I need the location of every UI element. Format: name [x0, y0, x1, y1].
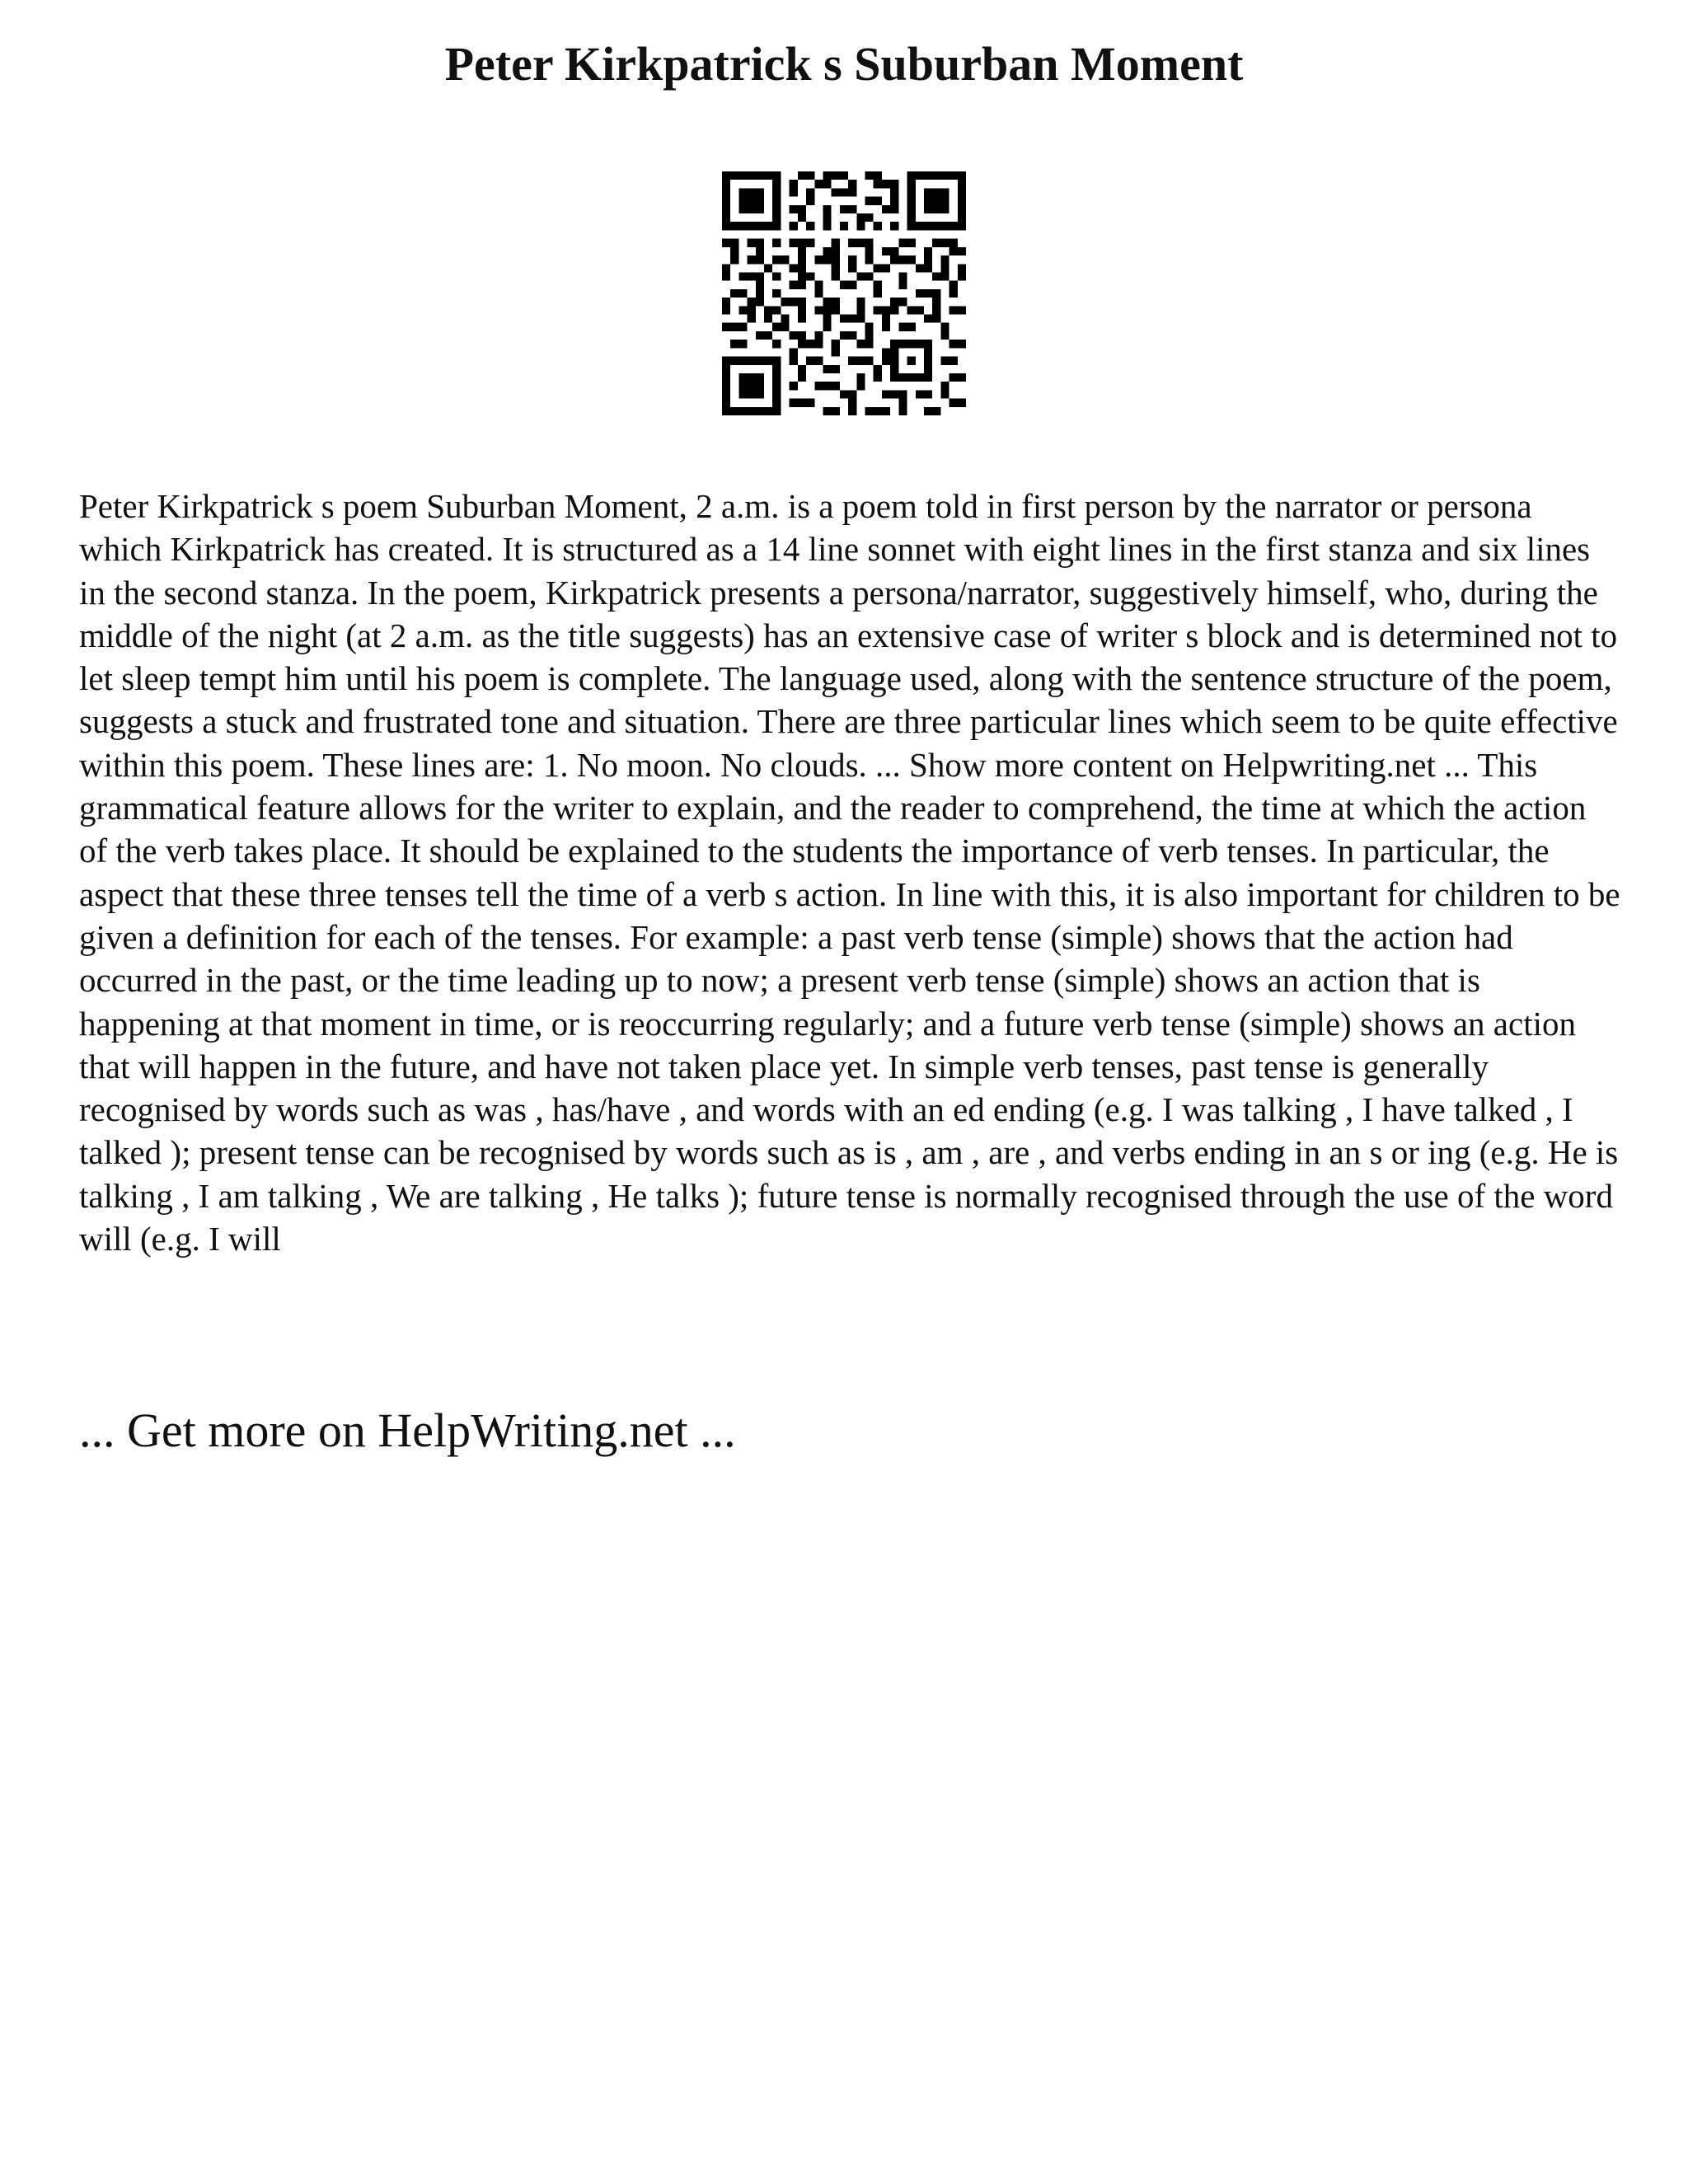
- article-body: Peter Kirkpatrick s poem Suburban Moment, 2 a.m. is a poem told in first person by the narrator or persona which Kirkpatrick has created. It is structured as a 14 line sonnet with eight lines in the first stanza and six lines in the second stanza. In the poem, Kirkpatrick presents a persona/narrator, suggestively himself, who, during the middle of the night (at 2 a.m. as the title suggests) has an extensive case of writer s block and is determined not to let sleep tempt him until his poem is complete. The language used, along with the sentence structure of the poem, suggests a stuck and frustrated tone and situation. There are three particular lines which seem to be quite effective within this poem. These lines are: 1. No moon. No clouds. ... Show more content on Helpwriting.net ... This grammatical feature allows for the writer to explain, and the reader to comprehend, the time at which the action of the verb takes place. It should be explained to the students the importance of verb tenses. In particular, the aspect that these three tenses tell the time of a verb s action. In line with this, it is also important for children to be given a definition for each of the tenses. For example: a past verb tense (simple) shows that the action had occurred in the past, or the time leading up to now; a present verb tense (simple) shows an action that is happening at that moment in time, or is reoccurring regularly; and a future verb tense (simple) shows an action that will happen in the future, and have not taken place yet. In simple verb tenses, past tense is generally recognised by words such as was , has/have , and words with an ed ending (e.g. I was talking , I have talked , I talked ); present tense can be recognised by words such as is , am , are , and verbs ending in an s or ing (e.g. He is talking , I am talking , We are talking , He talks ); future tense is normally recognised through the use of the word will (e.g. I will: [79, 487, 1620, 1258]
- page-title: Peter Kirkpatrick s Suburban Moment: [444, 37, 1244, 91]
- get-more-link[interactable]: ... Get more on HelpWriting.net ...: [79, 1404, 736, 1457]
- qr-code-icon[interactable]: [722, 171, 966, 415]
